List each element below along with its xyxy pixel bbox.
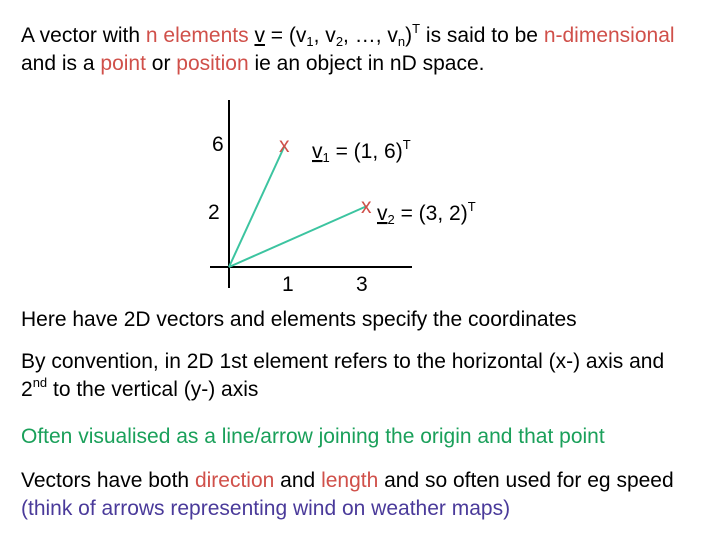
y-tick-2: 2 (208, 201, 220, 224)
vector-v2-line (229, 206, 367, 267)
point-highlight: point (100, 52, 146, 75)
visualisation-paragraph: Often visualised as a line/arrow joining the origin and that point (21, 425, 605, 448)
v1-label: v1 = (1, 6)$^T$ (312, 137, 411, 165)
direction-length-paragraph: Vectors have both direction and length and so often used for eg speed (think of arrows representing wind on weather maps) (21, 469, 674, 520)
x-tick-3: 3 (356, 273, 368, 296)
intro-text: A vector with (21, 24, 146, 47)
n-dimensional-highlight: n-dimensional (543, 24, 675, 47)
weather-maps-note: (think of arrows representing wind on weather maps) (21, 497, 511, 520)
n-elements-highlight: n elements (145, 24, 249, 47)
v2-marker: x (361, 195, 372, 218)
length-highlight: length (321, 469, 379, 492)
y-tick-6: 6 (212, 133, 224, 156)
convention-paragraph: By convention, in 2D 1st element refers to the horizontal (x-) axis and 2nd to the vertical (y-) axis (21, 350, 665, 401)
coordinates-paragraph: Here have 2D vectors and elements specify the coordinates (21, 308, 577, 331)
v1-marker: x (279, 134, 290, 157)
direction-highlight: direction (194, 469, 275, 492)
x-tick-1: 1 (282, 273, 294, 296)
v2-label: v2 = (3, 2)$^T$ (377, 199, 476, 227)
position-highlight: position (176, 52, 249, 75)
intro-paragraph: A vector with n elements $v = (v_1$, $v_2$, …, $v_n)^T$ is said to be n-dimensional and is a point or position ie an object in nD space. (21, 21, 675, 75)
vector-v1-line (229, 145, 285, 267)
vector-symbol: v (254, 24, 265, 47)
